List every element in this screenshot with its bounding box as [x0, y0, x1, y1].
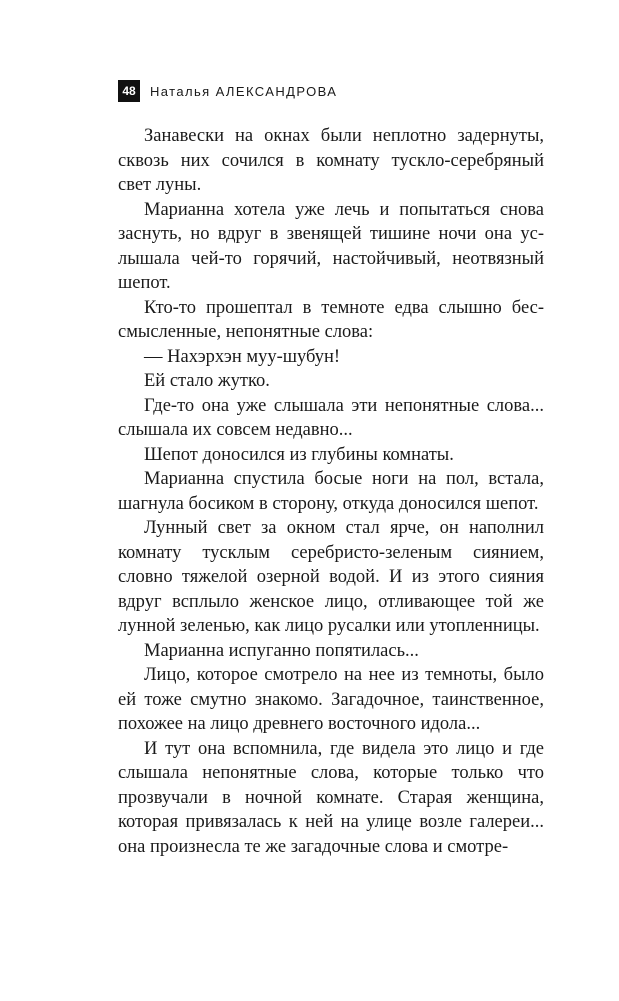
paragraph: Лунный свет за окном стал ярче, он наполнил комнату тусклым серебристо-зеленым сиянием, словно тяжелой озерной водой. И из этого сияния вдруг всплыло женское лицо, отливающее той же лунной зеленью, как лицо русалки или утопленницы. — [118, 518, 544, 636]
paragraph: Занавески на окнах были неплотно задернуты, сквозь них сочился в комнату тускло-серебряный свет луны. — [118, 126, 544, 195]
paragraph: И тут она вспомнила, где видела это лицо и где слышала непонятные слова, которые только что прозвучали в ночной комнате. Старая женщина, которая привязалась к ней на улице возле галереи... она произнесла те же загадочные слова и смотре- — [118, 738, 544, 857]
paragraph: Марианна хотела уже лечь и попытаться снова заснуть, но вдруг в звенящей тишине ночи она услышала чей-то горячий, настойчивый, неотвязный шепот. — [118, 199, 544, 293]
running-header — [118, 80, 337, 102]
paragraph: Марианна испуганно попятилась... — [144, 640, 419, 661]
paragraph: Ей стало жутко. — [144, 371, 270, 391]
paragraph: Где-то она уже слышала эти непонятные слова... слышала их совсем недавно... — [118, 395, 544, 440]
author-name: Наталья АЛЕКСАНДРОВА — [150, 83, 338, 99]
paragraph: Марианна спустила босые ноги на пол, встала, шагнула босиком в сторону, откуда доносился шепот. — [118, 469, 544, 514]
paragraph: — Нахэрхэн муу-шубун! — [144, 346, 341, 367]
paragraph: Лицо, которое смотрело на нее из темноты, было ей тоже смутно знакомо. Загадочное, таинственное, похожее на лицо древнего восточного идола... — [118, 665, 544, 734]
page-number: 48 — [118, 80, 140, 102]
paragraph: Шепот доносился из глубины комнаты. — [144, 444, 454, 465]
body-text — [118, 124, 544, 859]
paragraph: Кто-то прошептал в темноте едва слышно бессмысленные, непонятные слова: — [118, 297, 544, 342]
